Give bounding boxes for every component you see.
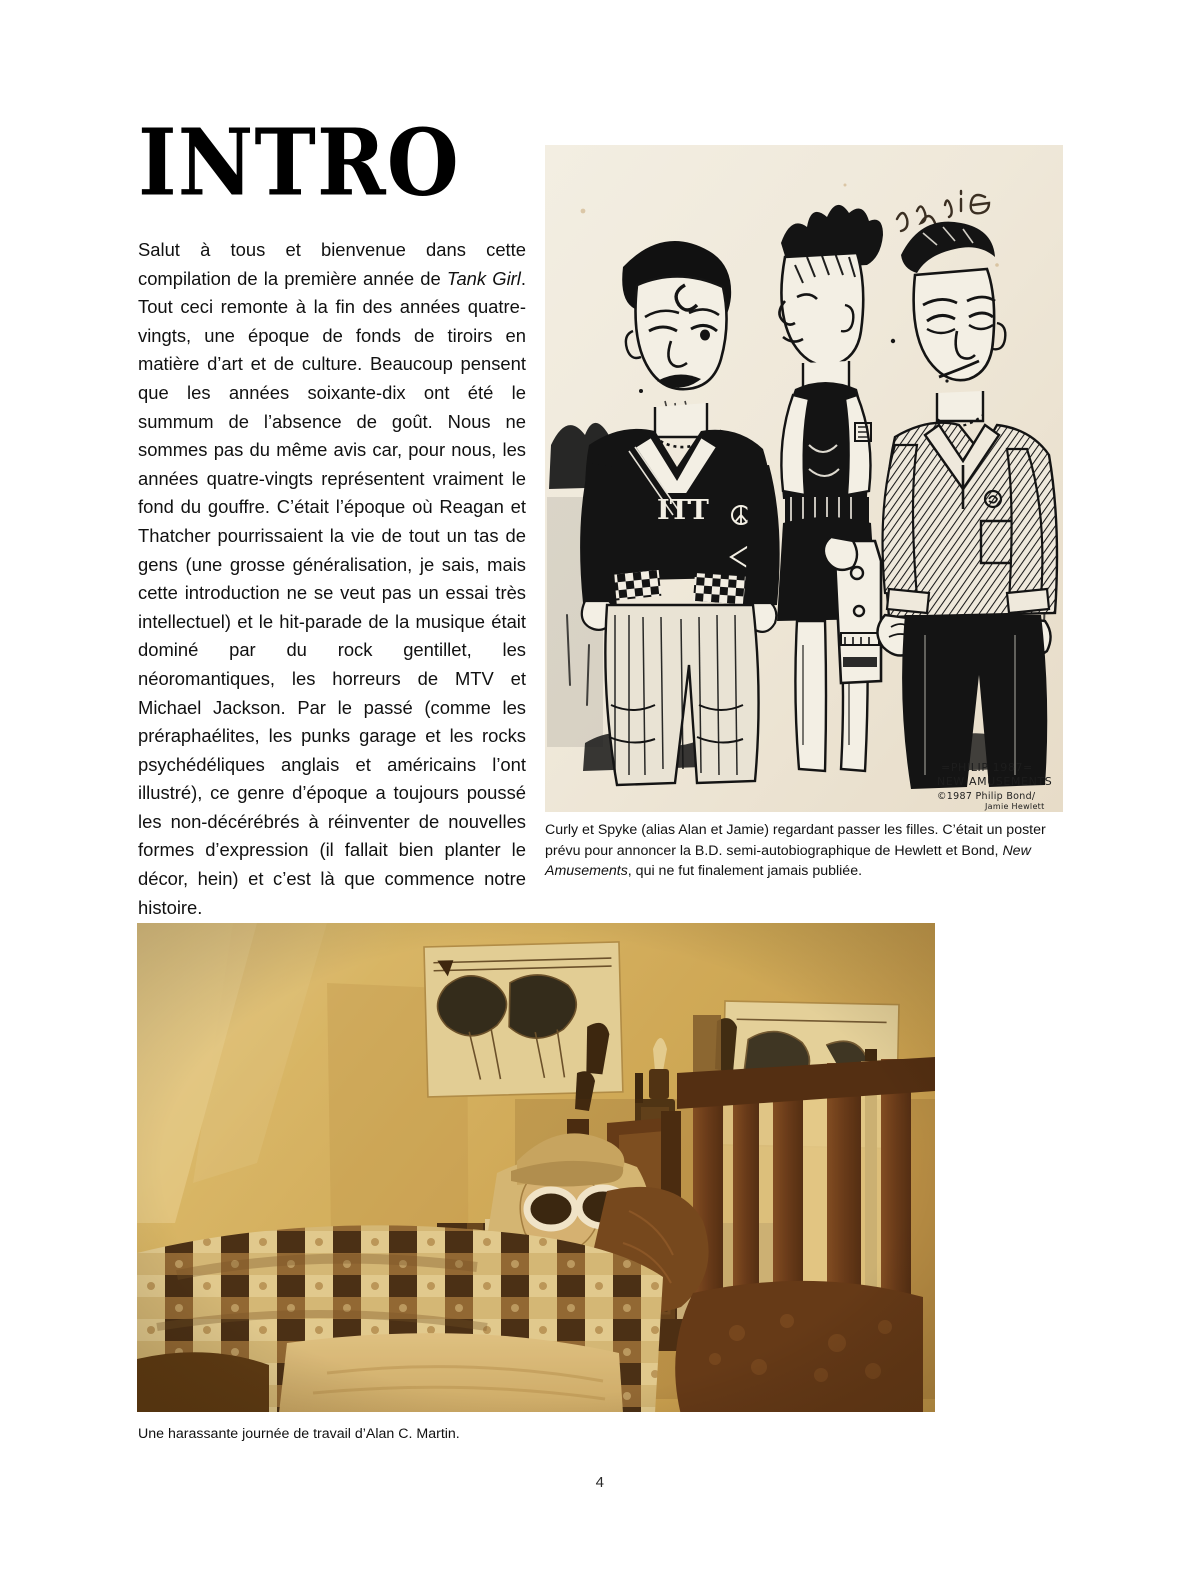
caption-run: , qui ne fut finalement jamais publiée. bbox=[627, 863, 863, 880]
paragraph-1 bbox=[138, 236, 526, 922]
page-title: INTRO bbox=[138, 109, 460, 218]
svg-text:ITT: ITT bbox=[657, 495, 709, 526]
svg-text:©1987 Philip Bond/: ©1987 Philip Bond/ bbox=[937, 791, 1036, 802]
svg-text:NEW AMUSEMENTS: NEW AMUSEMENTS bbox=[937, 775, 1053, 788]
ink-drawing-graphic bbox=[545, 145, 1063, 812]
bottom-photograph bbox=[137, 923, 935, 1412]
bottom-photograph-caption bbox=[138, 1424, 838, 1444]
title-italic-tank-girl: Tank Girl bbox=[446, 267, 521, 289]
page-number: 4 bbox=[595, 1474, 605, 1491]
text-run: Salut à tous et bienvenue dans cette compilation de la première année de bbox=[138, 239, 526, 289]
svg-text:=PHILIP 1987=: =PHILIP 1987= bbox=[941, 761, 1033, 774]
caption-italic-title: New Amusements bbox=[545, 842, 1031, 880]
caption-run: Curly et Spyke (alias Alan et Jamie) regardant passer les filles. C’était un poster prévu pour annoncer la B.D. semi-autobiographique de Hewlett et Bond, bbox=[545, 822, 1046, 859]
photograph-graphic bbox=[137, 923, 935, 1412]
svg-text:Jamie Hewlett: Jamie Hewlett bbox=[985, 802, 1045, 811]
caption-run: Une harassante journée de travail d’Alan C. Martin. bbox=[138, 1426, 460, 1442]
text-run: . Tout ceci remonte à la fin des années quatre-vingts, une époque de fonds de tiroirs en matière d’art et de culture. Beaucoup pensent que les années soixante-dix ont été le summum de l’absence de goût. Nous ne sommes pas du même avis car, pour nous, les années quatre-vingts représentent vraiment le fond du gouffre. C’était l’époque où Reagan et Thatcher pourrissaient la vie de tout un tas de gens (une grosse généralisation, je sais, mais cette introduction ne se veut pas un essai très intellectuel) et le hit-parade de la musique était dominé par du rock gentillet, les néoromantiques, les horreurs de MTV et Michael Jackson. Par le passé (comme les préraphaélites, les punks garage et les rocks psychédéliques anglais et américains l’ont illustré), ce genre d’époque a toujours poussé les non-décérébrés à réinventer de nouvelles formes d’expression (il fallait bien planter le décor, hein) et c’est là que commence notre histoire. bbox=[138, 267, 526, 918]
top-illustration bbox=[545, 145, 1063, 812]
top-illustration-caption bbox=[545, 820, 1065, 882]
